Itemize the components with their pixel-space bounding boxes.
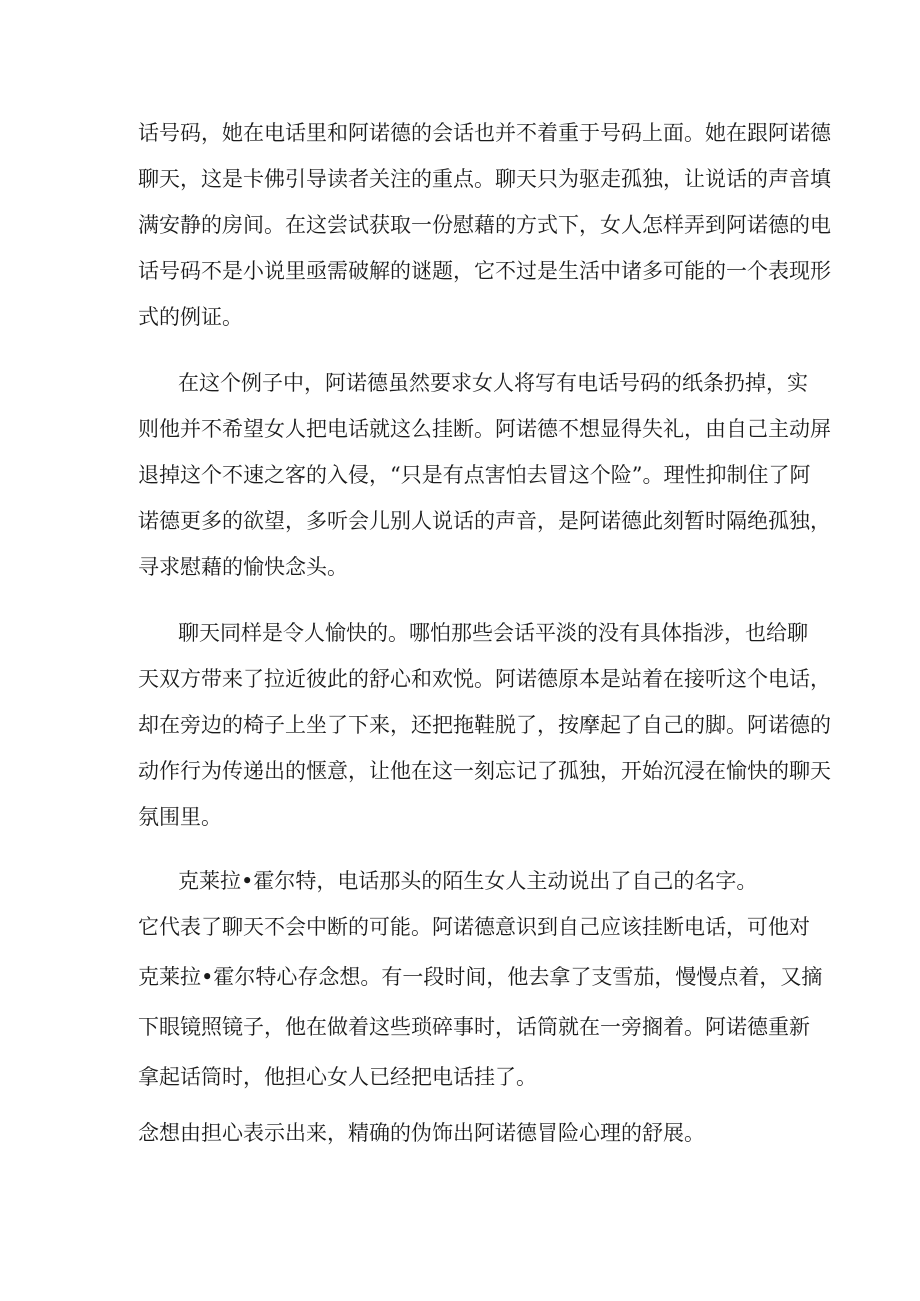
text-line: 退掉这个不速之客的入侵，“只是有点害怕去冒这个险”。理性抑制住了阿 [138, 463, 811, 487]
text-line: 克莱拉•霍尔特心存念想。有一段时间，他去拿了支雪茄，慢慢点着，又摘 [138, 965, 823, 989]
paragraph-first-line: 克莱拉•霍尔特，电话那头的陌生女人主动说出了自己的名字。 [178, 869, 758, 893]
text-line: 话号码不是小说里亟需破解的谜题，它不过是生活中诸多可能的一个表现形 [138, 259, 831, 283]
text-line: 诺德更多的欲望，多听会儿别人说话的声音，是阿诺德此刻暂时隔绝孤独， [138, 509, 831, 533]
text-line: 拿起话筒时，他担心女人已经把电话挂了。 [138, 1065, 537, 1089]
paragraph-first-line: 在这个例子中，阿诺德虽然要求女人将写有电话号码的纸条扔掉，实 [178, 371, 808, 395]
text-line: 却在旁边的椅子上坐了下来，还把拖鞋脱了，按摩起了自己的脚。阿诺德的 [138, 713, 831, 737]
text-line: 它代表了聊天不会中断的可能。阿诺德意识到自己应该挂断电话，可他对 [138, 915, 810, 939]
text-line: 寻求慰藉的愉快念头。 [138, 555, 348, 579]
text-line: 念想由担心表示出来，精确的伪饰出阿诺德冒险心理的舒展。 [138, 1121, 705, 1145]
text-line: 则他并不希望女人把电话就这么挂断。阿诺德不想显得失礼，由自己主动屏 [138, 417, 831, 441]
text-line: 氛围里。 [138, 805, 222, 829]
text-line: 天双方带来了拉近彼此的舒心和欢悦。阿诺德原本是站着在接听这个电话， [138, 667, 831, 691]
text-line: 动作行为传递出的惬意，让他在这一刻忘记了孤独，开始沉浸在愉快的聊天 [138, 759, 831, 783]
text-line: 满安静的房间。在这尝试获取一份慰藉的方式下，女人怎样弄到阿诺德的电 [138, 213, 831, 237]
paragraph-first-line: 聊天同样是令人愉快的。哪怕那些会话平淡的没有具体指涉，也给聊 [178, 621, 808, 645]
text-line: 下眼镜照镜子，他在做着这些琐碎事时，话筒就在一旁搁着。阿诺德重新 [138, 1015, 810, 1039]
text-line: 聊天，这是卡佛引导读者关注的重点。聊天只为驱走孤独，让说话的声音填 [138, 167, 831, 191]
text-line: 式的例证。 [138, 305, 243, 329]
text-line: 话号码，她在电话里和阿诺德的会话也并不着重于号码上面。她在跟阿诺德 [138, 121, 831, 145]
